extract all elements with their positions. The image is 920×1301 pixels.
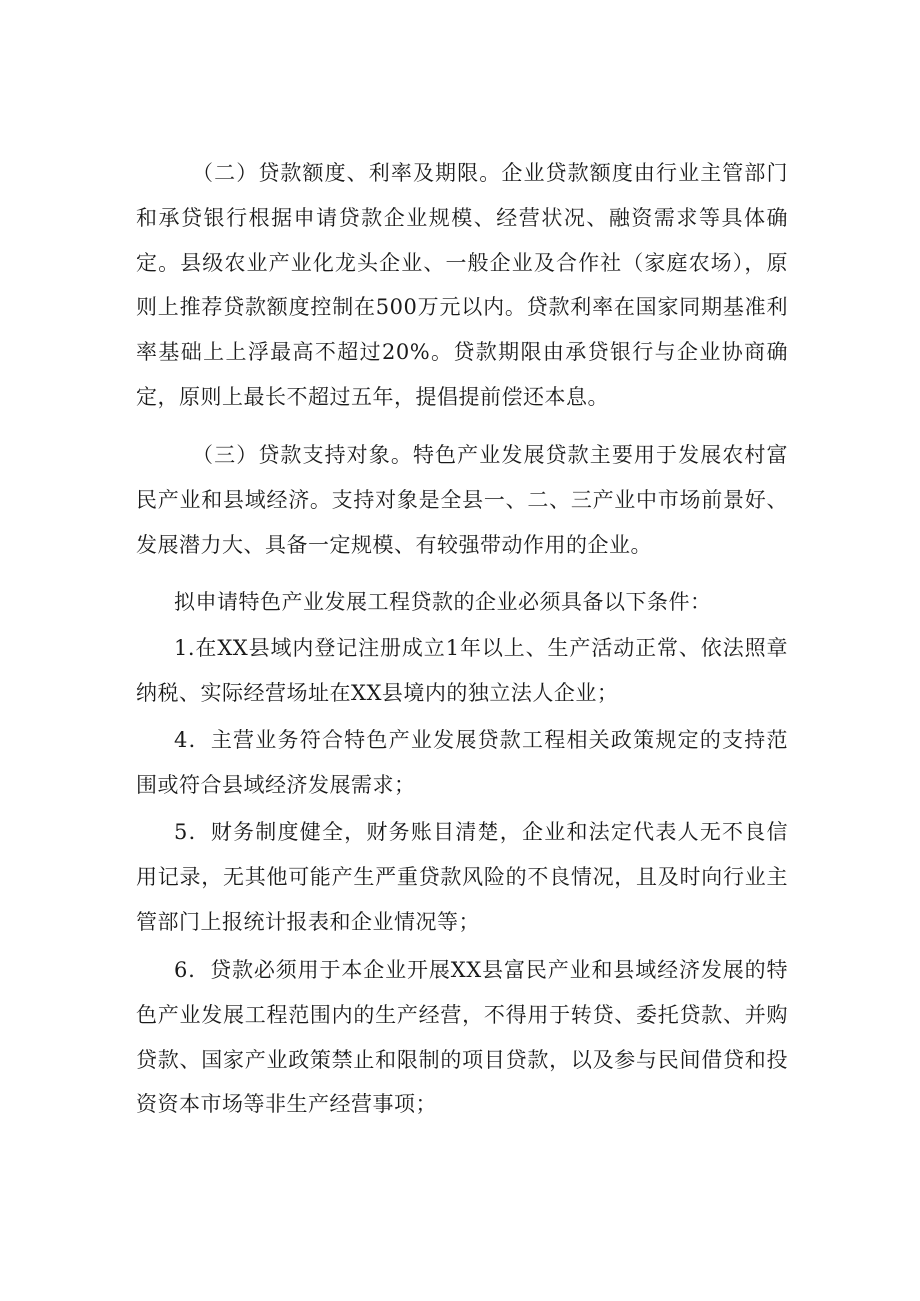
paragraph-conditions-intro: 拟申请特色产业发展工程贷款的企业必须具备以下条件： [174,590,712,614]
paragraph-condition-5: 5．财务制度健全，财务账目清楚，企业和法定代表人无不良信用记录，无其他可能产生严重贷款风险的不良情况，且及时向行业主管部门上报统计报表和企业情况等； [136,820,788,934]
paragraph-loan-limit: （二）贷款额度、利率及期限。企业贷款额度由行业主管部门和承贷银行根据申请贷款企业规模、经营状况、融资需求等具体确定。县级农业产业化龙头企业、一般企业及合作社（家庭农场），原则上推荐贷款额度控制在500万元以内。贷款利率在国家同期基准利率基础上上浮最高不超过20%。贷款期限由承贷银行与企业协商确定，原则上最长不超过五年，提倡提前偿还本息。 [136,161,788,409]
paragraph-condition-6: 6．贷款必须用于本企业开展XX县富民产业和县域经济发展的特色产业发展工程范围内的生产经营，不得用于转贷、委托贷款、并购贷款、国家产业政策禁止和限制的项目贷款，以及参与民间借贷和投资资本市场等非生产经营事项； [136,958,788,1117]
paragraph-support-target: （三）贷款支持对象。特色产业发展贷款主要用于发展农村富民产业和县域经济。支持对象是全县一、二、三产业中市场前景好、发展潜力大、具备一定规模、有较强带动作用的企业。 [136,443,788,557]
paragraph-condition-4: 4．主营业务符合特色产业发展贷款工程相关政策规定的支持范围或符合县域经济发展需求； [136,728,788,797]
paragraph-condition-1: 1.在XX县域内登记注册成立1年以上、生产活动正常、依法照章纳税、实际经营场址在XX县境内的独立法人企业； [136,636,788,705]
